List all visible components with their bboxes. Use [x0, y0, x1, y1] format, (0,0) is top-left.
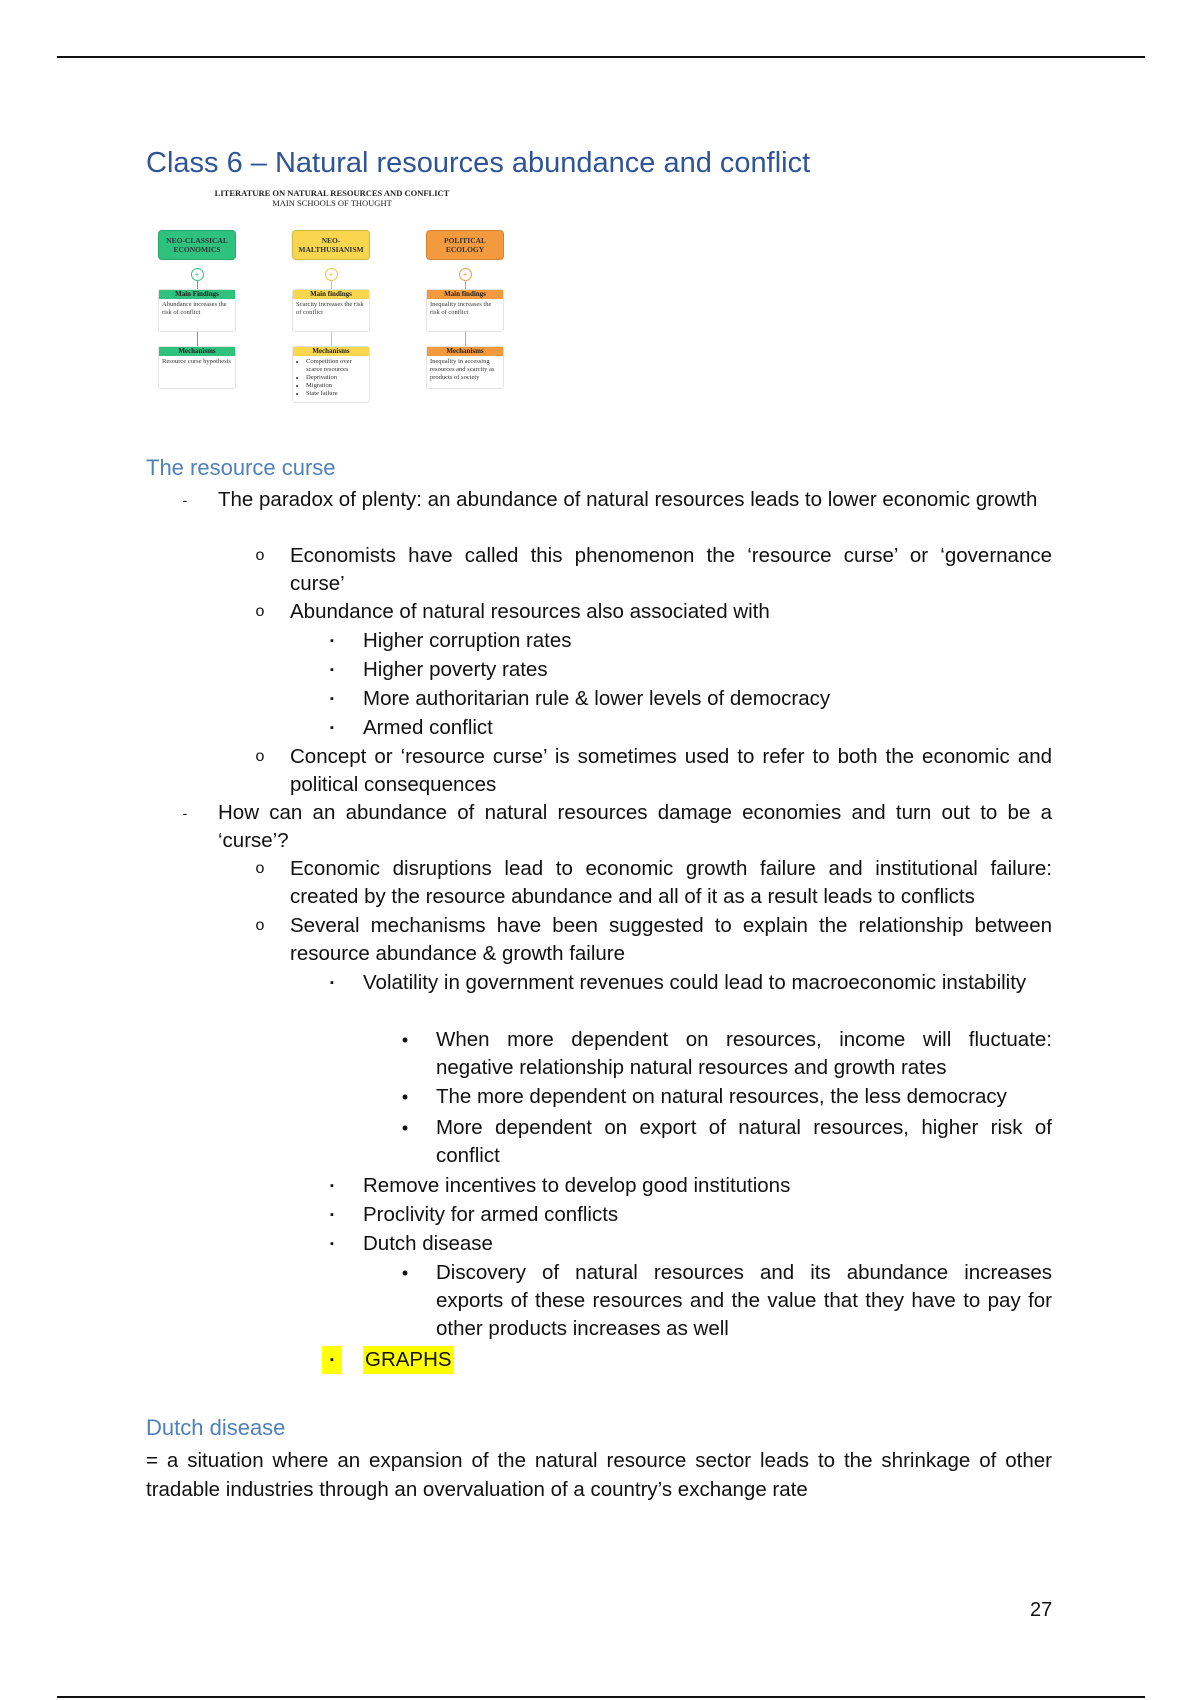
mechanisms-label: Mechanisms	[293, 347, 369, 356]
list-marker: ▪	[330, 664, 334, 676]
list-item-text: Remove incentives to develop good institutions	[363, 1174, 791, 1197]
list-item	[0, 598, 1200, 627]
school-box: POLITICAL ECOLOGY	[426, 230, 504, 260]
diagram-column-political-ecology	[426, 230, 504, 389]
list-marker: -	[182, 805, 188, 821]
resource-curse-outline	[0, 486, 1200, 1375]
page-number: 27	[1030, 1599, 1053, 1621]
list-marker: •	[401, 1030, 409, 1050]
list-item-text: Concept or ‘resource curse’ is sometimes used to refer to both the economic and political consequences	[290, 745, 1052, 796]
diagram-column-neoclassical	[158, 230, 236, 389]
list-item	[0, 743, 1200, 799]
list-item	[0, 1201, 1200, 1230]
list-marker: o	[255, 860, 265, 877]
list-marker: ▪	[322, 1346, 342, 1374]
mechanisms-card	[426, 346, 504, 389]
list-item	[0, 1172, 1200, 1201]
list-marker: ▪	[330, 977, 334, 989]
mechanism-item: • Migration	[306, 382, 366, 390]
list-item-text: Abundance of natural resources also associated with	[290, 600, 770, 623]
list-item	[0, 627, 1200, 656]
diagram-heading	[146, 188, 518, 208]
list-item	[0, 799, 1200, 855]
connector-node-icon: +	[191, 268, 204, 281]
mechanisms-card	[292, 346, 370, 403]
list-item-text: Proclivity for armed conflicts	[363, 1203, 619, 1226]
connector-line	[197, 332, 198, 346]
connector-node-icon: +	[459, 268, 472, 281]
findings-card	[158, 289, 236, 332]
section-heading-resource-curse: The resource curse	[146, 455, 336, 480]
list-item-text: Armed conflict	[363, 716, 493, 739]
list-marker: o	[255, 748, 265, 765]
list-marker: ▪	[330, 1209, 334, 1221]
findings-text: Scarcity increases the risk of conflict	[296, 301, 364, 316]
list-item	[0, 912, 1200, 969]
list-item-text-wrap	[363, 1346, 1052, 1374]
list-item	[0, 685, 1200, 714]
section-heading-dutch-disease: Dutch disease	[146, 1415, 286, 1440]
list-item-text: More authoritarian rule & lower levels of democracy	[363, 687, 831, 710]
mechanism-item: • State failure	[306, 390, 366, 398]
list-item-text: When more dependent on resources, income will fluctuate: negative relationship natural resources and growth rates	[436, 1028, 1052, 1079]
connector-line	[331, 332, 332, 346]
list-item	[0, 855, 1200, 912]
header-rule	[57, 56, 1145, 58]
list-marker: ▪	[330, 635, 334, 647]
list-item	[0, 714, 1200, 743]
list-item	[0, 486, 1200, 542]
footer-rule	[57, 1696, 1145, 1698]
mechanisms-list	[293, 356, 369, 402]
list-item	[0, 1083, 1200, 1114]
findings-label: Main findings	[427, 290, 503, 299]
mechanisms-label: Mechanisms	[427, 347, 503, 356]
diagram-column-neomalthusianism	[292, 230, 370, 403]
list-item-text: More dependent on export of natural resources, higher risk of conflict	[436, 1116, 1052, 1167]
list-item-highlighted	[0, 1346, 1200, 1375]
dutch-disease-definition: = a situation where an expansion of the natural resource sector leads to the shrinkage of other tradable industries through an overvaluation of a country’s exchange rate	[146, 1449, 1052, 1501]
list-item-text: The more dependent on natural resources, the less democracy	[436, 1085, 1007, 1108]
findings-label: Main findings	[293, 290, 369, 299]
mechanism-item: • Deprivation	[306, 374, 366, 382]
list-item	[0, 1259, 1200, 1346]
list-item-text: Economists have called this phenomenon the ‘resource curse’ or ‘governance curse’	[290, 544, 1052, 595]
findings-card	[426, 289, 504, 332]
list-item	[0, 1026, 1200, 1083]
list-item-text: Higher poverty rates	[363, 658, 548, 681]
findings-text: Abundance increases the risk of conflict	[162, 301, 227, 316]
connector-line	[331, 281, 332, 289]
list-marker: o	[255, 603, 265, 620]
list-item-text: Dutch disease	[363, 1232, 493, 1255]
list-marker: o	[255, 917, 265, 934]
list-item	[0, 656, 1200, 685]
highlighted-text: GRAPHS	[363, 1346, 454, 1374]
list-item-text: Discovery of natural resources and its abundance increases exports of these resources and the value that they have to pay for other products increases as well	[436, 1261, 1052, 1340]
schools-of-thought-diagram	[146, 186, 518, 444]
page-title: Class 6 – Natural resources abundance and conflict	[146, 147, 811, 179]
diagram-subtitle: MAIN SCHOOLS OF THOUGHT	[272, 198, 392, 208]
list-item-text: Volatility in government revenues could lead to macroeconomic instability	[363, 971, 1027, 994]
list-item-text: How can an abundance of natural resources damage economies and turn out to be a ‘curse’?	[218, 801, 1052, 852]
list-marker: •	[401, 1118, 409, 1138]
list-marker: o	[255, 547, 265, 564]
school-box: NEO-CLASSICAL ECONOMICS	[158, 230, 236, 260]
findings-card	[292, 289, 370, 332]
list-item	[0, 1114, 1200, 1172]
list-marker: ▪	[330, 1180, 334, 1192]
connector-node-icon: +	[325, 268, 338, 281]
list-marker: •	[401, 1087, 409, 1107]
list-marker: ▪	[330, 693, 334, 705]
mechanism-item: • Competition over scarce resources	[306, 358, 366, 374]
list-item	[0, 969, 1200, 1026]
mechanisms-label: Mechanisms	[159, 347, 235, 356]
list-item-text: Economic disruptions lead to economic growth failure and institutional failure: created by the resource abundance and all of it as a result leads to conflicts	[290, 857, 1052, 908]
findings-label: Main Findings	[159, 290, 235, 299]
list-item-text: The paradox of plenty: an abundance of natural resources leads to lower economic growth	[218, 488, 1038, 511]
list-marker: •	[401, 1263, 409, 1283]
list-marker: -	[182, 492, 188, 508]
list-marker: ▪	[330, 1238, 334, 1250]
connector-line	[465, 332, 466, 346]
list-marker: ▪	[330, 722, 334, 734]
mechanisms-text: Resource curse hypothesis	[162, 358, 231, 365]
school-box: NEO-MALTHUSIANISM	[292, 230, 370, 260]
list-item	[0, 1230, 1200, 1259]
mechanisms-text: Inequality in accessing resources and scarcity as products of society	[430, 358, 495, 381]
list-item-text: Higher corruption rates	[363, 629, 572, 652]
diagram-title: LITERATURE ON NATURAL RESOURCES AND CONFLICT	[214, 188, 450, 198]
list-item-text: Several mechanisms have been suggested to explain the relationship between resource abundance & growth failure	[290, 914, 1052, 965]
mechanisms-card	[158, 346, 236, 389]
connector-line	[197, 281, 198, 289]
findings-text: Inequality increases the risk of conflict	[430, 301, 492, 316]
list-item	[0, 542, 1200, 598]
connector-line	[465, 281, 466, 289]
